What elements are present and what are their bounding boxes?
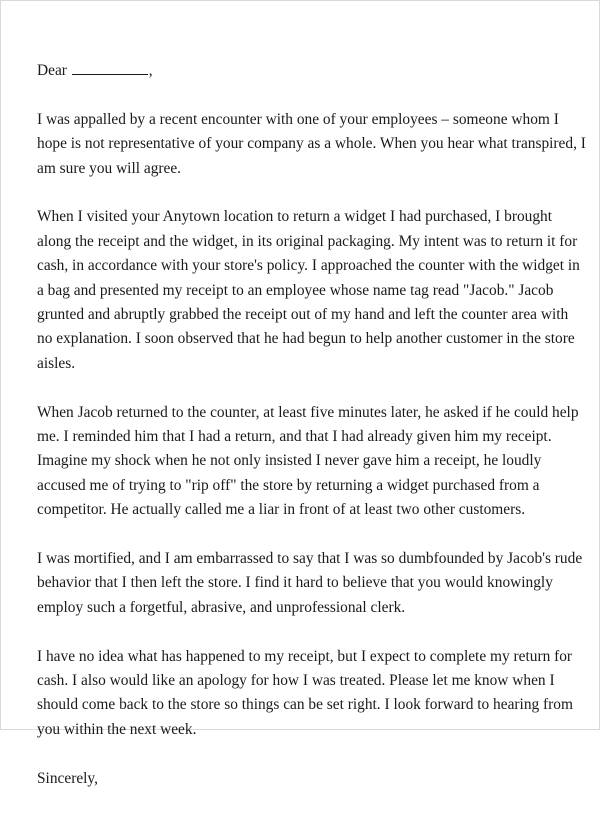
text-line: I have no idea what has happened to my receipt, but I expect to complete my return for [37,647,573,665]
text-line: competitor. He actually called me a liar in front of at least two other customers. [37,501,526,519]
text-line: When Jacob returned to the counter, at least five minutes later, he asked if he could help [37,403,579,421]
text-line: accused me of trying to "rip off" the store by returning a widget purchased from a [37,476,540,494]
text-line: a bag and presented my receipt to an employee whose name tag read "Jacob." Jacob [37,281,554,299]
letter-body [37,59,586,815]
text-line: grunted and abruptly grabbed the receipt out of my hand and left the counter area with [37,306,569,324]
text-line: along the receipt and the widget, in its original packaging. My intent was to return it for [37,232,578,250]
text-line: me. I reminded him that I had a return, and that I had already given him my receipt. [37,428,552,446]
paragraph-4 [37,547,583,620]
closing [37,767,577,791]
text-line: hope is not representative of your company as a whole. When you hear what transpired, I [37,135,586,153]
paragraph-3 [37,401,577,523]
recipient-blank-line [72,62,148,75]
text-line: no explanation. I soon observed that he had begun to help another customer in the store [37,330,575,348]
text-line: am sure you will agree. [37,159,182,177]
salutation [37,59,577,83]
text-line: cash. I also would like an apology for how I was treated. Please let me know when I [37,672,555,690]
text-line: employ such a forgetful, abrasive, and unprofessional clerk. [37,598,406,616]
text-line: Imagine my shock when he not only insisted I never gave him a receipt, he loudly [37,452,542,470]
paragraph-1 [37,108,586,181]
text-line: aisles. [37,354,76,372]
text-line: cash, in accordance with your store's policy. I approached the counter with the widget in [37,257,580,275]
text-line: When I visited your Anytown location to return a widget I had purchased, I brought [37,208,553,226]
text-line: should come back to the store so things can be set right. I look forward to hearing from [37,696,573,714]
closing-text: Sincerely, [37,769,98,787]
paragraph-5 [37,645,577,743]
salutation-word: Dear [37,62,67,79]
text-line: I was mortified, and I am embarrassed to say that I was so dumbfounded by Jacob's rude [37,550,583,568]
text-line: you within the next week. [37,720,197,738]
paragraph-2 [37,205,580,376]
text-line: behavior that I then left the store. I find it hard to believe that you would knowingly [37,574,553,592]
text-line: I was appalled by a recent encounter with one of your employees – someone whom I [37,110,559,128]
salutation-comma: , [148,62,153,79]
